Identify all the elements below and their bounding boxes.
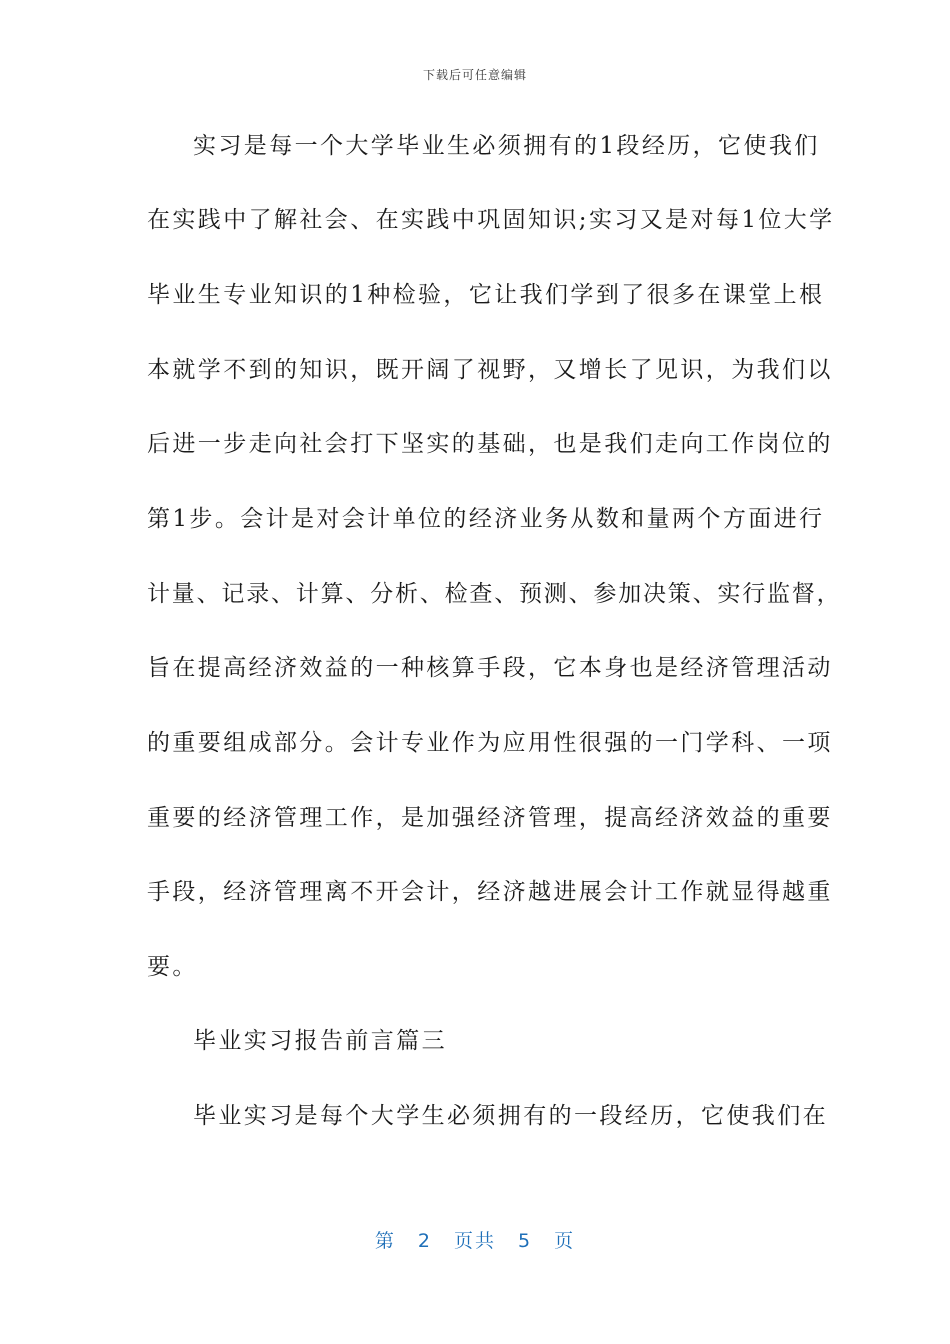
paragraph-line: 重要的经济管理工作，是加强经济管理，提高经济效益的重要 [147, 805, 833, 831]
paragraph-line: 第1步。会计是对会计单位的经济业务从数和量两个方面进行 [147, 506, 825, 532]
paragraph-line: 计量、记录、计算、分析、检查、预测、参加决策、实行监督， [147, 581, 842, 607]
page-prefix: 第 [374, 1230, 396, 1252]
page-middle: 页共 [453, 1230, 496, 1252]
paragraph-line: 实习是每一个大学毕业生必须拥有的1段经历，它使我们 [193, 133, 820, 159]
paragraph-line: 的重要组成部分。会计专业作为应用性很强的一门学科、一项 [147, 730, 833, 756]
paragraph-line: 手段，经济管理离不开会计，经济越进展会计工作就显得越重 [147, 879, 833, 905]
header-note: 下载后可任意编辑 [422, 68, 527, 82]
section-heading: 毕业实习报告前言篇三 [193, 1028, 447, 1054]
paragraph-line: 毕业生专业知识的1种检验，它让我们学到了很多在课堂上根 [147, 282, 825, 308]
paragraph-line: 要。 [147, 954, 198, 980]
paragraph-line: 本就学不到的知识，既开阔了视野，又增长了见识，为我们以 [147, 357, 833, 383]
total-pages-number: 5 [518, 1230, 533, 1252]
paragraph-line: 后进一步走向社会打下坚实的基础，也是我们走向工作岗位的 [147, 431, 833, 457]
paragraph-line: 毕业实习是每个大学生必须拥有的一段经历，它使我们在 [193, 1103, 828, 1129]
current-page-number: 2 [417, 1230, 432, 1252]
paragraph-line: 在实践中了解社会、在实践中巩固知识;实习又是对每1位大学 [147, 207, 835, 233]
page-number-footer [0, 1226, 950, 1253]
paragraph-line: 旨在提高经济效益的一种核算手段，它本身也是经济管理活动 [147, 655, 833, 681]
page-suffix: 页 [554, 1230, 576, 1252]
